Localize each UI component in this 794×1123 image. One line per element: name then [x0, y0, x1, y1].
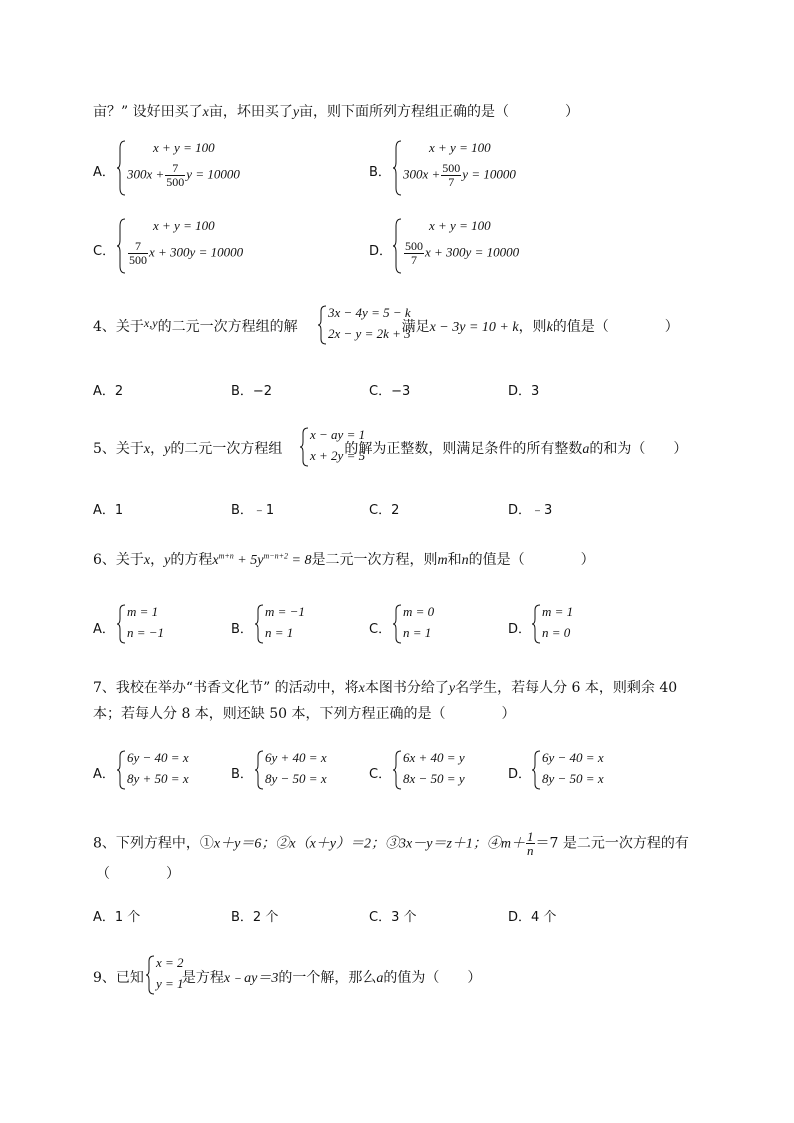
q4-eq2: 2x − y = 2k + 3	[328, 326, 411, 341]
q3-option-c-system	[117, 218, 277, 274]
q6-option-c-system: m = 0 n = 1	[393, 604, 453, 644]
q5-eq2: x + 2y = 5	[310, 448, 366, 463]
brace-icon	[532, 604, 541, 644]
brace-icon	[393, 750, 402, 790]
brace-icon	[117, 750, 126, 790]
q3-var-x: x	[202, 105, 209, 120]
q3-d-eq1: x + y = 100	[429, 218, 491, 233]
brace-icon	[117, 140, 126, 196]
q5-option-b[interactable]: B．﹣1	[231, 503, 275, 518]
q3-a-eq2: 300x + $\frac{7}{500}$ y = 10000	[127, 161, 240, 189]
q3-option-a-system	[117, 140, 277, 196]
q4-stem: 4、关于x,y的二元一次方程组的解 满足x − 3y = 10 + k，则k的值是（ ）	[93, 316, 679, 335]
q6-option-a[interactable]: A．	[93, 622, 115, 637]
q4-vars: x,y	[143, 316, 158, 330]
q7-option-c-system: 6x + 40 = y 8x − 50 = y	[393, 750, 483, 790]
q7-option-d[interactable]: D．	[508, 767, 532, 782]
q5-eq1: x − ay = 1	[310, 427, 366, 442]
q3-a-eq1: x + y = 100	[153, 140, 215, 155]
q4-system	[318, 305, 418, 345]
q3-d-eq2: $\frac{500}{7}$ x + 300y = 10000	[405, 239, 520, 267]
q5-stem: 5、关于x，y的二元一次方程组 的解为正整数，则满足条件的所有整数a的和为（ ）	[93, 441, 688, 457]
q6-option-c[interactable]: C．	[369, 622, 392, 637]
q6-option-b[interactable]: B．	[231, 622, 253, 637]
q3-option-b-system	[393, 140, 553, 196]
q8-stem-line2: （ ）	[96, 866, 180, 882]
q8-option-d[interactable]: D．4 个	[508, 910, 557, 925]
brace-icon	[117, 604, 126, 644]
brace-icon	[393, 604, 402, 644]
brace-icon	[532, 750, 541, 790]
q3-var-y: y	[292, 105, 300, 120]
q4-option-b[interactable]: B．−2	[231, 384, 273, 399]
q7-stem-line1: 7、我校在举办“书香文化节” 的活动中，将x本图书分给了y名学生，若每人分 6 本，则剩余 40	[93, 680, 678, 696]
q7-option-c[interactable]: C．	[369, 767, 392, 782]
q5-system	[300, 427, 370, 467]
q6-option-a-system: m = 1 n = −1	[117, 604, 177, 644]
brace-icon	[300, 427, 309, 467]
q6-option-b-system: m = −1 n = 1	[255, 604, 315, 644]
q8-option-c[interactable]: C．3 个	[369, 910, 417, 925]
q7-option-b[interactable]: B．	[231, 767, 253, 782]
q5-option-d[interactable]: D．﹣3	[508, 503, 553, 518]
brace-icon	[117, 218, 126, 274]
brace-icon	[255, 750, 264, 790]
q9-stem: 9、已知 是方程x﹣ay＝3的一个解，那么a的值为（ ）	[93, 970, 482, 986]
q8-stem-line1: 8、下列方程中，①x＋y＝6；②x（x＋y）＝2；③3x－y＝z＋1；④m＋ $\frac{1}{n}$ ＝7 是二元一次方程的有	[93, 829, 689, 858]
q7-option-b-system: 6y + 40 = x 8y − 50 = x	[255, 750, 345, 790]
q3-option-d-system	[393, 218, 553, 274]
q3-text: 亩？” 设好田买了	[93, 104, 203, 120]
q4-option-a[interactable]: A．2	[93, 384, 124, 399]
brace-icon	[393, 218, 402, 274]
q3-text3: 亩，则下面所列方程组正确的是（ ）	[299, 104, 580, 120]
q3-option-c[interactable]: C．	[93, 244, 116, 259]
q3-b-eq2: 300x + $\frac{500}{7}$ y = 10000	[403, 161, 516, 189]
q3-option-d[interactable]: D．	[369, 244, 393, 259]
brace-icon	[393, 140, 402, 196]
brace-icon	[255, 604, 264, 644]
q3-text2: 亩，坏田买了	[208, 104, 293, 120]
q3-b-eq1: x + y = 100	[429, 140, 491, 155]
q6-equation: $x^{m+n} + 5y^{m-n+2} = 8$	[212, 551, 312, 568]
q7-option-a-system: 6y − 40 = x 8y + 50 = x	[117, 750, 207, 790]
q5-option-a[interactable]: A．1	[93, 503, 124, 518]
brace-icon	[318, 305, 327, 345]
q7-stem-line2: 本；若每人分 8 本，则还缺 50 本，下列方程正确的是（ ）	[93, 706, 516, 722]
q8-option-a[interactable]: A．1 个	[93, 910, 141, 925]
q3-stem	[93, 101, 579, 121]
q3-option-a[interactable]: A．	[93, 165, 115, 180]
q3-c-eq2: $\frac{7}{500}$ x + 300y = 10000	[129, 239, 244, 267]
q6-stem: 6、关于x，y的方程$x^{m+n} + 5y^{m-n+2} = 8$是二元一次方程，则m和n的值是（ ）	[93, 551, 595, 568]
q6-option-d-system: m = 1 n = 0	[532, 604, 592, 644]
q3-option-b[interactable]: B．	[369, 165, 391, 180]
brace-icon	[146, 955, 155, 995]
q3-c-eq1: x + y = 100	[153, 218, 215, 233]
q7-option-d-system: 6y − 40 = x 8y − 50 = x	[532, 750, 622, 790]
q4-option-c[interactable]: C．−3	[369, 384, 411, 399]
q5-option-c[interactable]: C．2	[369, 503, 400, 518]
q4-option-d[interactable]: D．3	[508, 384, 540, 399]
q8-option-b[interactable]: B．2 个	[231, 910, 279, 925]
q6-option-d[interactable]: D．	[508, 622, 532, 637]
q4-eq1: 3x − 4y = 5 − k	[328, 305, 411, 320]
q4-condition: x − 3y = 10 + k	[429, 320, 519, 335]
q9-system: x = 2 y = 1	[146, 955, 186, 995]
q7-option-a[interactable]: A．	[93, 767, 115, 782]
